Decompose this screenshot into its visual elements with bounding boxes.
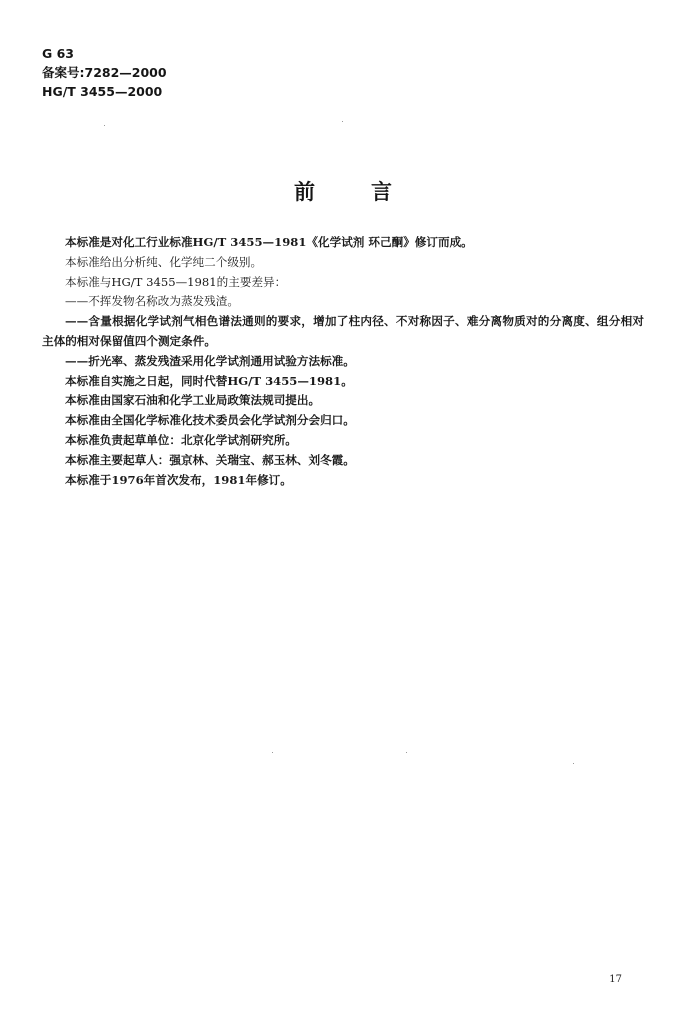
scan-speck: [104, 125, 105, 126]
paragraph-drafting-unit: 本标准负责起草单位：北京化学试剂研究所。: [65, 432, 297, 447]
foreword-body: [42, 233, 644, 490]
standard-number: HG/T 3455—2000: [42, 84, 163, 99]
paragraph-difference-content: ——含量根据化学试剂气相色谱法通则的要求，增加了柱内径、不对称因子、难分离物质对的分离度、组分相对主体的相对保留值四个测定条件。: [42, 314, 644, 348]
page-number: 17: [609, 974, 622, 985]
paragraph-difference-residue: ——不挥发物名称改为蒸发残渣。: [65, 294, 239, 309]
scan-speck: [272, 752, 273, 753]
paragraph-history: 本标准于1976年首次发布，1981年修订。: [65, 472, 292, 487]
scan-speck: [342, 121, 343, 122]
scan-speck: [573, 763, 574, 764]
document-header: [42, 44, 167, 101]
paragraph-differences-intro: 本标准与HG/T 3455—1981的主要差异：: [65, 274, 287, 289]
paragraph-replacement: 本标准自实施之日起，同时代替HG/T 3455—1981。: [65, 373, 353, 388]
scan-speck: [406, 752, 407, 753]
paragraph-grades: 本标准给出分析纯、化学纯二个级别。: [65, 254, 263, 269]
paragraph-proposer: 本标准由国家石油和化学工业局政策法规司提出。: [65, 393, 321, 408]
page-title: 前言: [294, 180, 448, 204]
paragraph-drafters: 本标准主要起草人：强京林、关瑞宝、郝玉林、刘冬霞。: [65, 452, 355, 467]
paragraph-centralized: 本标准由全国化学标准化技术委员会化学试剂分会归口。: [65, 413, 355, 428]
filing-number: 备案号:7282—2000: [42, 65, 167, 80]
paragraph-revision: 本标准是对化工行业标准HG/T 3455—1981《化学试剂 环己酮》修订而成。: [65, 235, 473, 249]
classification-code: G 63: [42, 46, 75, 61]
paragraph-difference-methods: ——折光率、蒸发残渣采用化学试剂通用试验方法标准。: [65, 353, 355, 368]
